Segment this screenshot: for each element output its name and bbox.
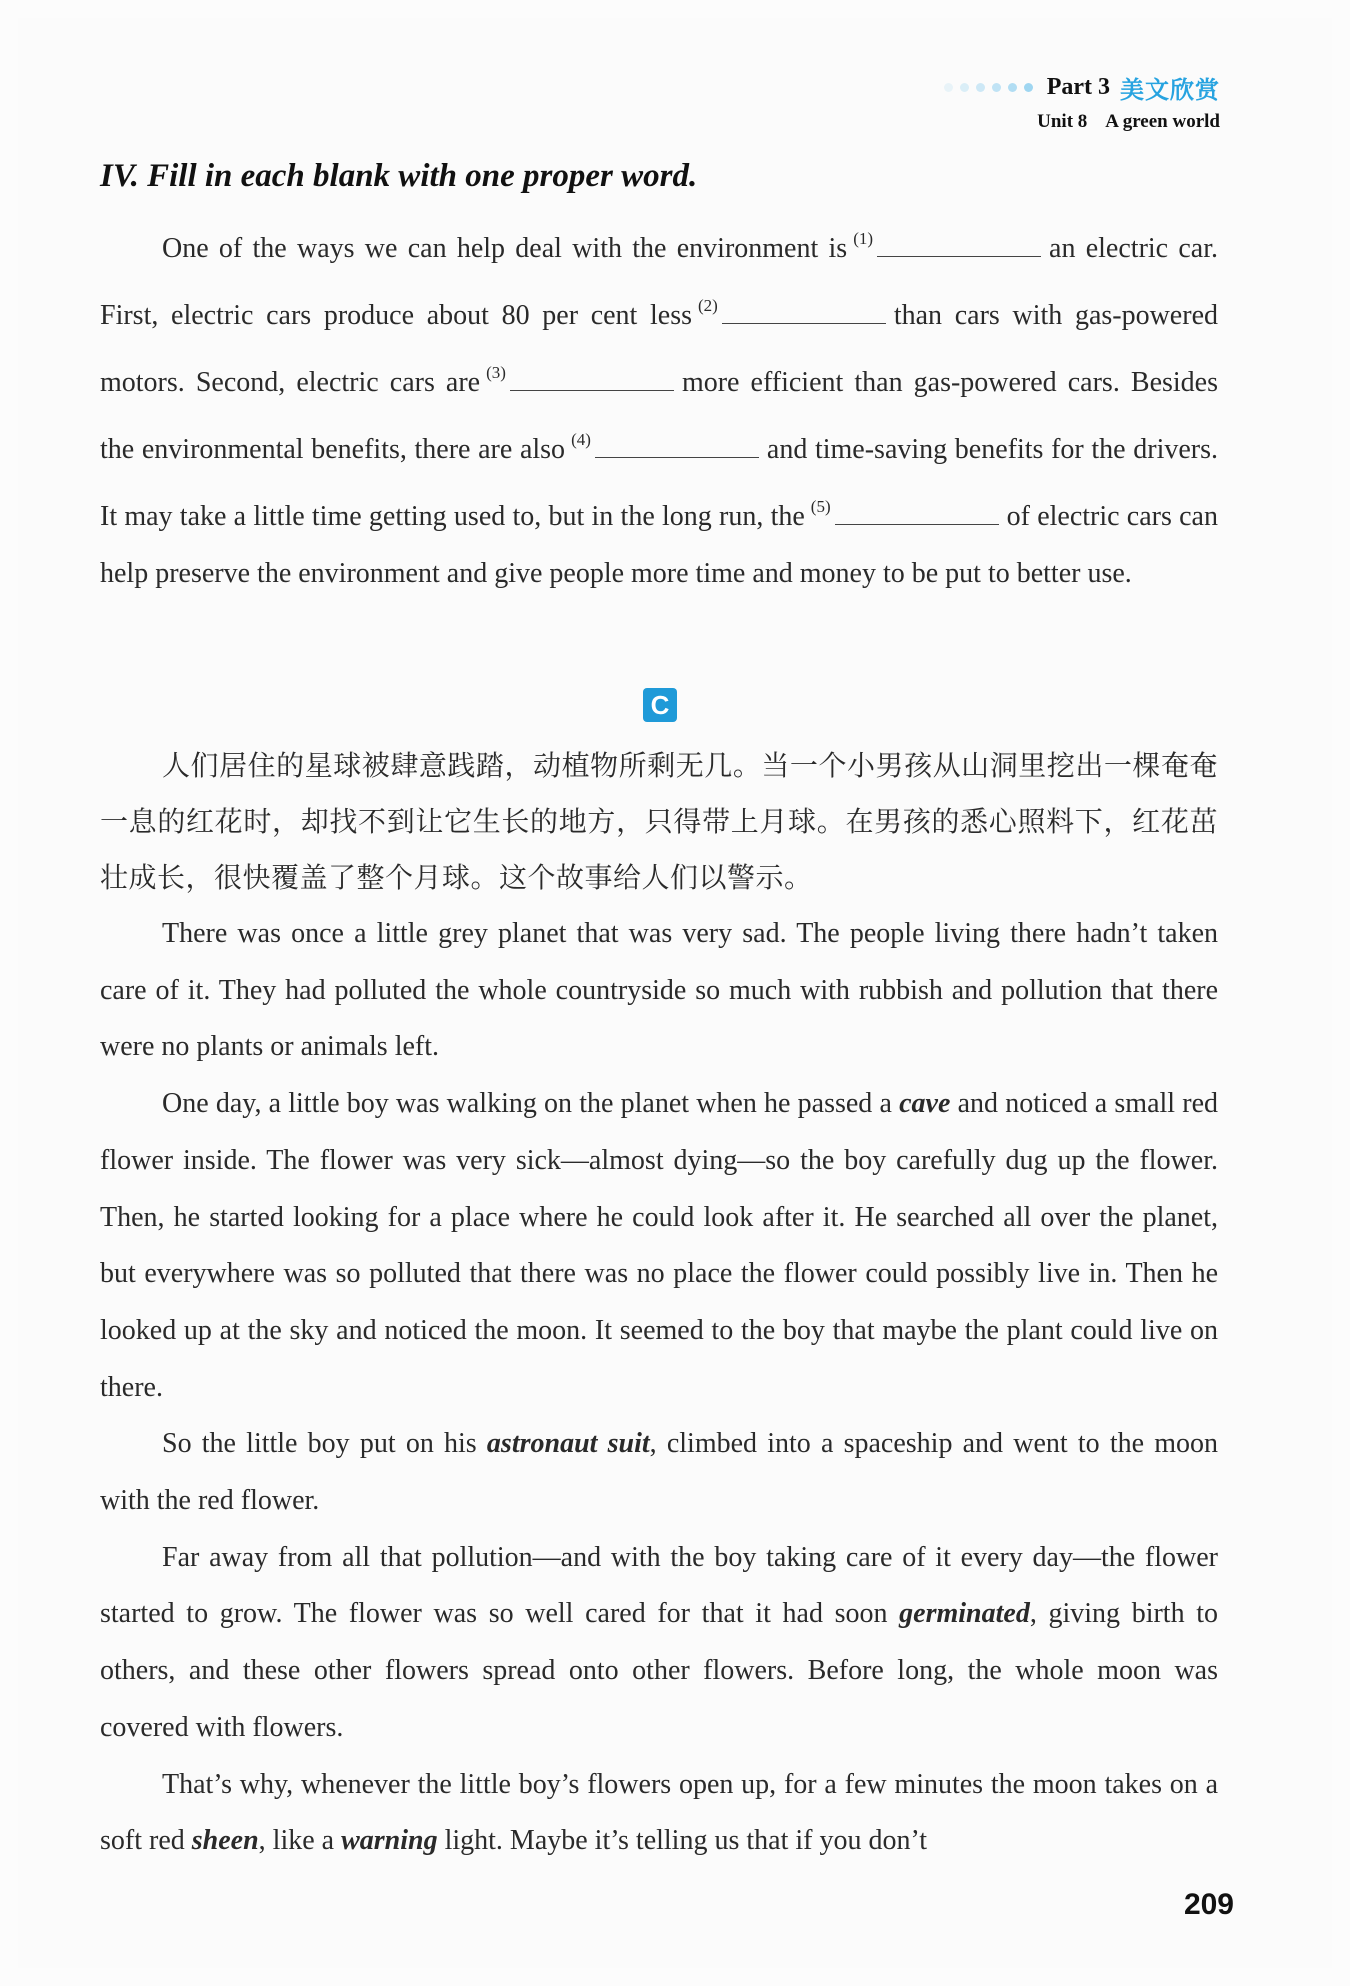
story-paragraph-5 [100, 1757, 1218, 1870]
dot-ornament [976, 83, 985, 92]
keyword-warning: warning [341, 1825, 438, 1857]
story-text: That’s why, whenever the little boy’s flowers open up, for a few minutes the moon takes on a soft red [100, 1768, 1218, 1857]
story-paragraph-4 [100, 1530, 1218, 1757]
running-header [944, 70, 1220, 133]
dot-ornament [1008, 83, 1017, 92]
passage-text: and time-saving benefits for the drivers. It may take a little time getting used to, but in the long run, the [100, 434, 1218, 532]
answer-blank[interactable] [510, 372, 674, 391]
header-top-line [944, 70, 1220, 105]
section-title-cn: 美文欣赏 [1120, 76, 1220, 104]
blank-number: (3) [486, 363, 506, 382]
answer-blank[interactable] [877, 238, 1041, 257]
story-text: light. Maybe it’s telling us that if you don’t [444, 1825, 928, 1857]
answer-blank[interactable] [835, 506, 999, 525]
exercise-passage [100, 210, 1218, 602]
story-paragraph-1: There was once a little grey planet that was very sad. The people living there hadn’t taken care of it. They had polluted the whole countryside so much with rubbish and pollution that there were no plants or animals left. [100, 918, 1218, 1063]
part-label: Part 3 [1046, 74, 1110, 100]
chinese-intro [100, 738, 1218, 906]
story-text: One day, a little boy was walking on the planet when he passed a [162, 1088, 892, 1120]
passage-text: of electric cars can help preserve the environment and give people more time and money to be put to better use. [100, 501, 1218, 589]
blank-number: (4) [571, 430, 591, 449]
section-badge: C [643, 688, 677, 722]
exercise-title: IV. Fill in each blank with one proper word. [100, 158, 698, 194]
dot-ornament [944, 83, 953, 92]
chinese-intro-text: 人们居住的星球被肆意践踏，动植物所剩无几。当一个小男孩从山洞里挖出一棵奄奄一息的红花时，却找不到让它生长的地方，只得带上月球。在男孩的悉心照料下，红花茁壮成长，很快覆盖了整个月球。这个故事给人们以警示。 [100, 749, 1218, 894]
keyword-astronaut-suit: astronaut suit [486, 1428, 650, 1460]
story-text: So the little boy put on his [162, 1428, 477, 1460]
story-text: and noticed a small red flower inside. The flower was very sick—almost dying—so the boy carefully dug up the flower. Then, he started looking for a place where he could look after it. He searched all over the planet, but everywhere was so polluted that there was no place the flower could possibly live in. Then he looked up at the sky and noticed the moon. It seemed to the boy that maybe the plant could live on there. [100, 1088, 1219, 1403]
unit-label: Unit 8 [1037, 111, 1088, 132]
blank-number: (2) [698, 296, 718, 315]
blank-number: (5) [810, 497, 831, 516]
dot-ornament [960, 83, 969, 92]
story-text: , climbed into a spaceship and went to the moon with the red flower. [100, 1428, 1219, 1517]
dot-ornament [1024, 83, 1033, 92]
passage-text: an electric car. First, electric cars produce about 80 per cent less [100, 233, 1219, 331]
answer-blank[interactable] [722, 305, 886, 324]
answer-blank[interactable] [595, 439, 759, 458]
blank-number: (1) [853, 229, 874, 248]
story-text: , like a [258, 1825, 335, 1857]
keyword-germinated: germinated [899, 1598, 1030, 1630]
story-passage [100, 906, 1218, 1870]
keyword-cave: cave [899, 1088, 951, 1120]
passage-text: than cars with gas-powered motors. Second, electric cars are [100, 300, 1218, 398]
unit-title: A green world [1105, 111, 1220, 132]
page-number: 209 [1183, 1888, 1234, 1921]
passage-text: more efficient than gas-powered cars. Besides the environmental benefits, there are also [100, 367, 1218, 465]
keyword-sheen: sheen [191, 1825, 259, 1857]
decorative-dots [944, 83, 1033, 92]
header-unit-line [944, 111, 1220, 133]
story-text: , giving birth to others, and these other flowers spread onto other flowers. Before long, the whole moon was covered with flowers. [100, 1598, 1219, 1743]
passage-text: One of the ways we can help deal with the environment is [162, 233, 848, 264]
story-paragraph-2 [100, 1076, 1218, 1416]
dot-ornament [992, 83, 1001, 92]
story-paragraph-3 [100, 1416, 1218, 1529]
story-text: Far away from all that pollution—and with the boy taking care of it every day—the flower started to grow. The flower was so well cared for that it had soon [100, 1541, 1218, 1630]
exercise-paragraph [100, 210, 1218, 602]
